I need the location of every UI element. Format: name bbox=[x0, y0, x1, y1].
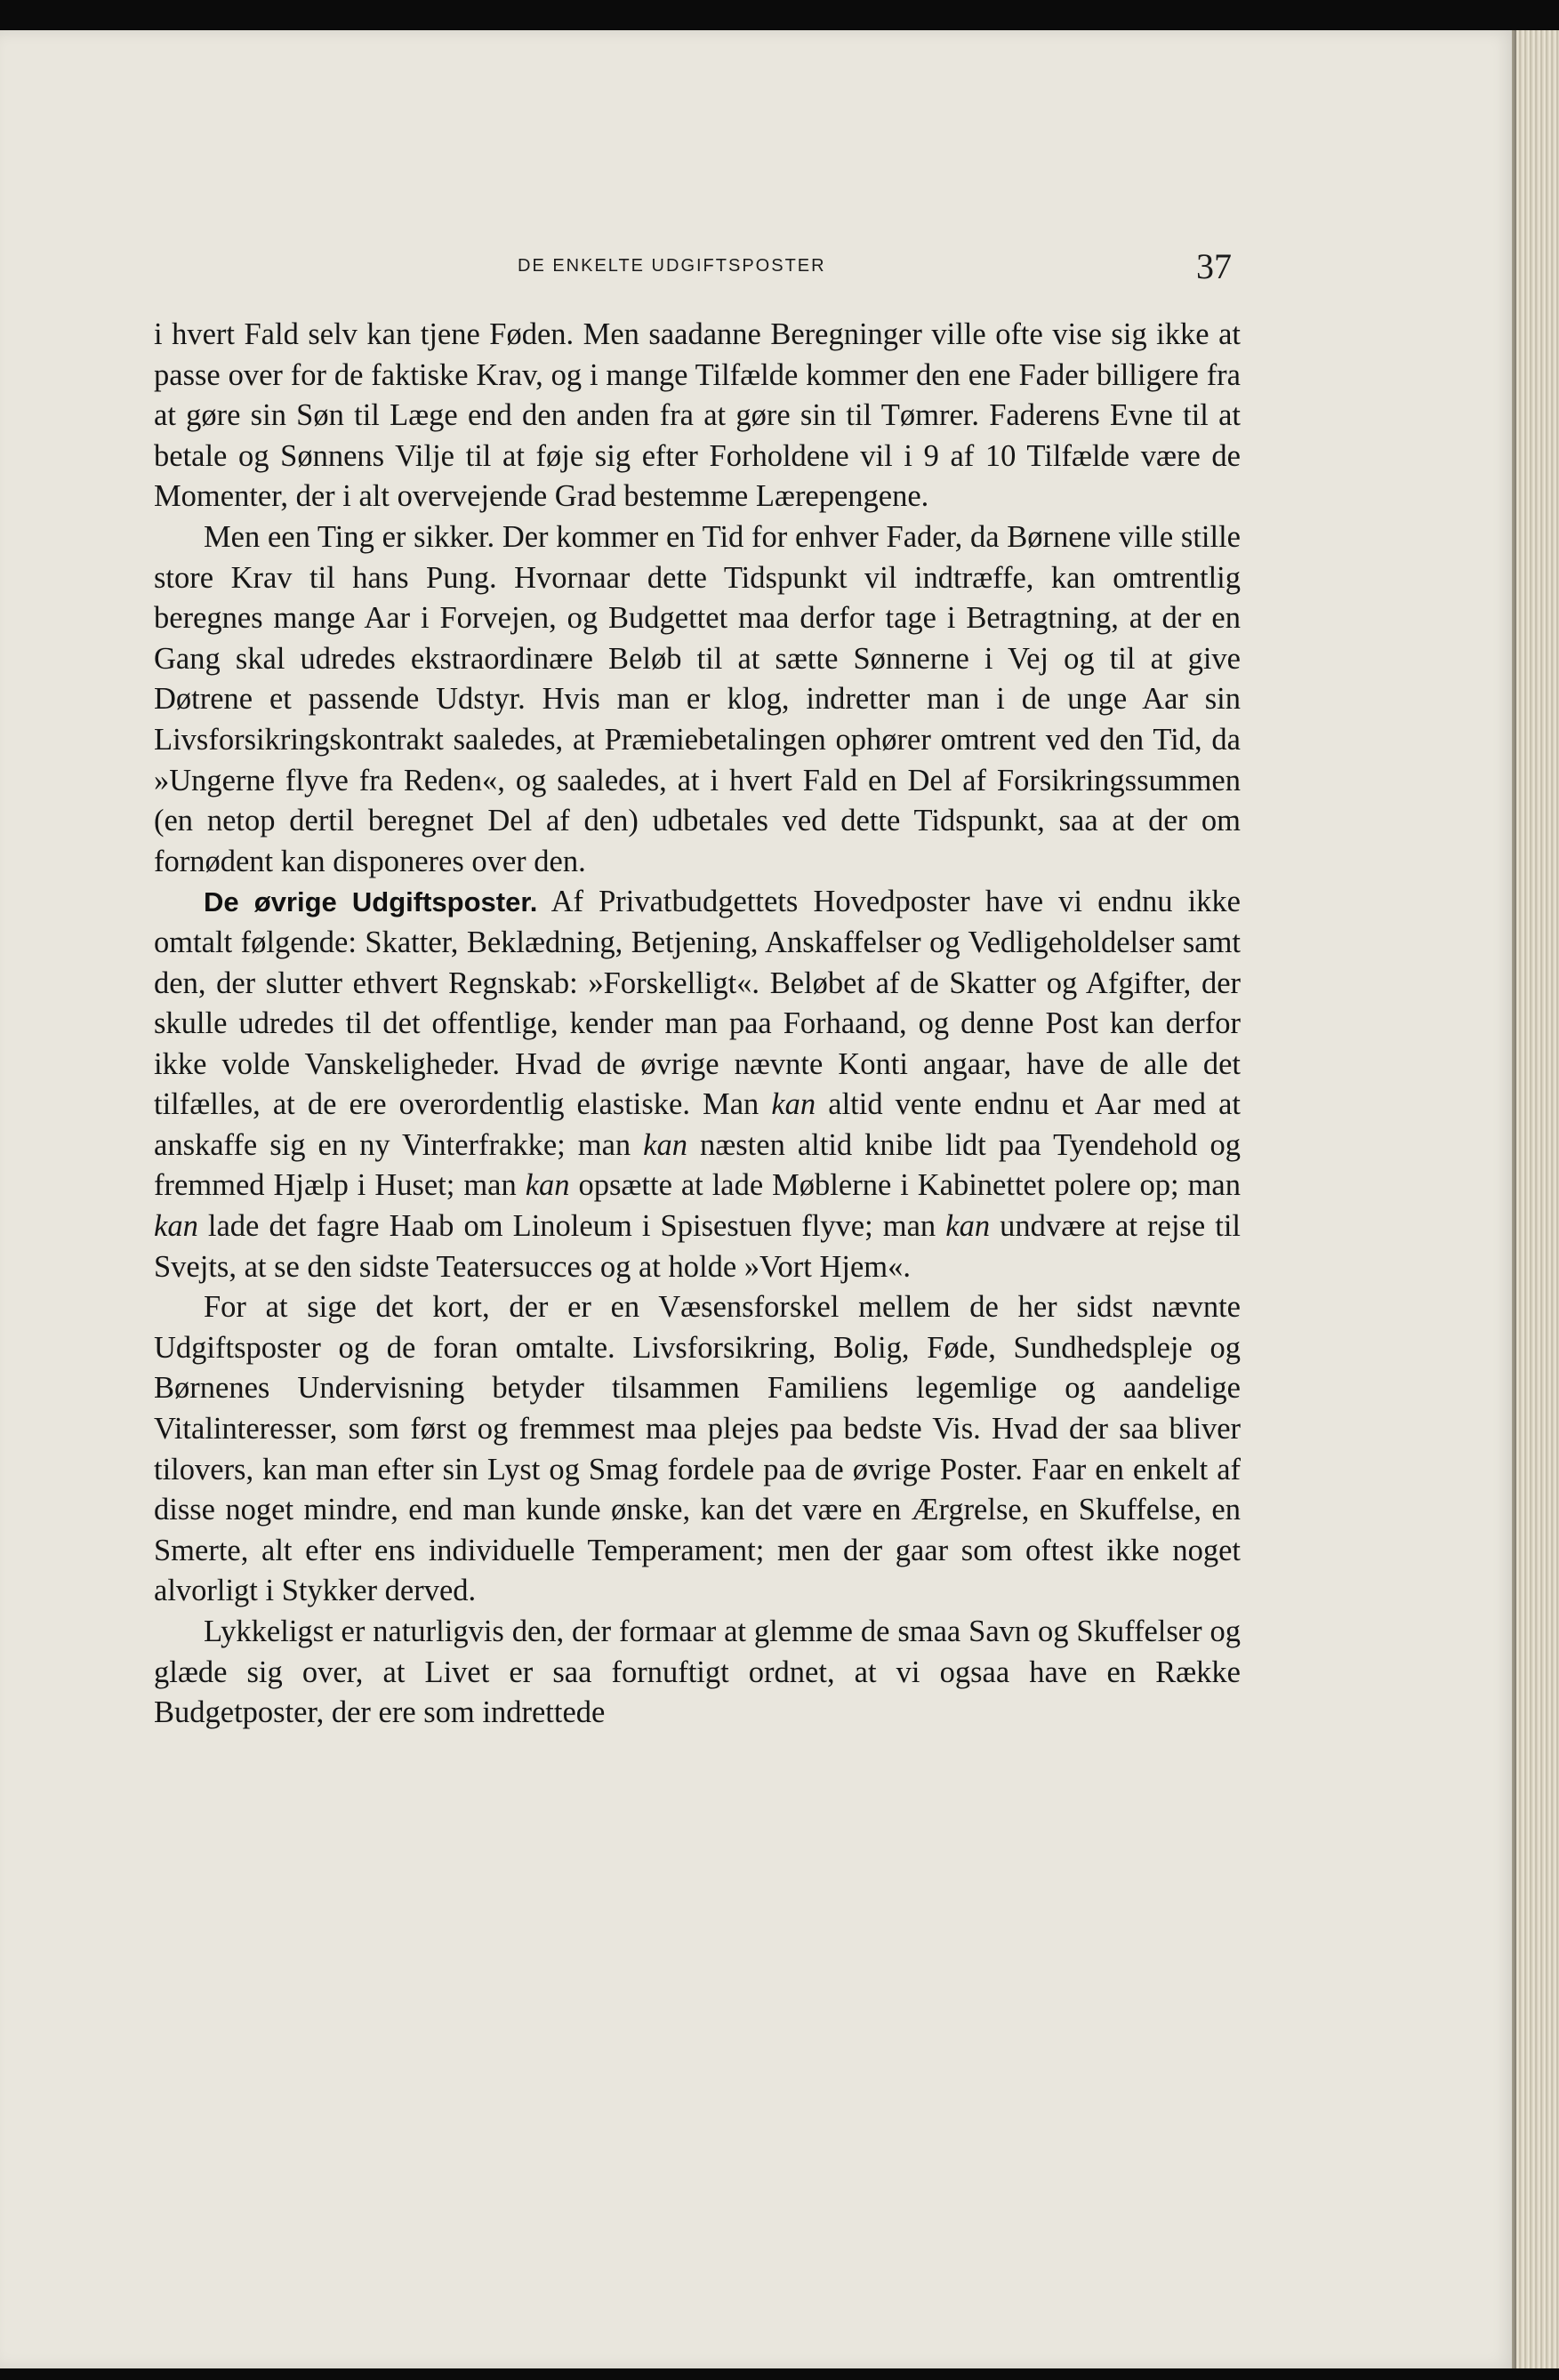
paragraph-3-text-4: opsætte at lade Møblerne i Kabinettet polere op; man bbox=[569, 1168, 1241, 1203]
emphasis-kan-5: kan bbox=[945, 1209, 991, 1244]
paragraph-3-text-3: næsten altid knibe lidt paa Tyendehold og fremmed Hjælp i Huset; man bbox=[154, 1127, 1242, 1203]
section-heading: De øvrige Udgiftsposter. bbox=[204, 886, 538, 918]
page-header bbox=[156, 246, 1250, 286]
paragraph-5: Lykkeligst er naturligvis den, der formaar at glemme de smaa Savn og Skuffelser og glæde sig over, at Livet er saa fornuftigt ordnet, at vi ogsaa have en Række Budgetposter, der ere som indrettede bbox=[154, 1615, 1241, 1730]
page-number: 37 bbox=[1196, 246, 1232, 286]
paragraph-1: i hvert Fald selv kan tjene Føden. Men saadanne Beregninger ville ofte vise sig ikke at passe over for de faktiske Krav, og i mange Tilfælde kommer den ene Fader billigere fra at gøre sin Søn til Læge end den anden fra at gøre sin til Tømrer. Faderens Evne til at betale og Sønnens Vilje til at føje sig efter Forholdene vil i 9 af 10 Tilfælde være de Momenter, der i alt overvejende Grad bestemme Lærepengene. bbox=[154, 317, 1241, 514]
paragraph-3 bbox=[154, 882, 1241, 1287]
paragraph-3-text-1: Af Privatbudgettets Hovedposter have vi endnu ikke omtalt følgende: Skatter, Beklædning, Betjening, Anskaffelser og Vedligeholdelser samt den, der slutter ethvert Regnskab: »Forskelligt«. Beløbet af de Skatter og Afgifter, der skulle udredes til det offentlige, kender man paa Forhaand, og denne Post kan derfor ikke volde Vanskeligheder. Hvad de øvrige nævnte Konti angaar, have de alle det tilfælles, at de ere overordentlig elastiske. Man bbox=[154, 885, 1241, 1122]
paragraph-2: Men een Ting er sikker. Der kommer en Tid for enhver Fader, da Børnene ville stille store Krav til hans Pung. Hvornaar dette Tidspunkt vil indtræffe, kan omtrentlig beregnes mange Aar i Forvejen, og Budgettet maa derfor tage i Betragtning, at der en Gang skal udredes ekstraordinære Beløb til at sætte Sønnerne i Vej og til at give Døtrene et passende Udstyr. Hvis man er klog, indretter man i de unge Aar sin Livsforsikringskontrakt saaledes, at Præmiebetalingen ophører omtrent ved den Tid, da »Ungerne flyve fra Reden«, og saaledes, at i hvert Fald en Del af Forsikringssummen (en netop dertil beregnet Del af den) udbetales ved dette Tidspunkt, saa at der om fornødent kan disponeres over den. bbox=[154, 519, 1241, 878]
paragraph-4: For at sige det kort, der er en Væsensforskel mellem de her sidst nævnte Udgiftsposter og de foran omtalte. Livsforsikring, Bolig, Føde, Sundhedspleje og Børnenes Undervisning betyder tilsammen Familiens legemlige og aandelige Vitalinteresser, som først og fremmest maa plejes paa bedste Vis. Hvad der saa bliver tilovers, kan man efter sin Lyst og Smag fordele paa de øvrige Poster. Faar en enkelt af disse noget mindre, end man kunde ønske, kan det være en Ærgrelse, en Skuffelse, en Smerte, alt efter ens individuelle Temperament; men der gaar som oftest ikke noget alvorligt i Stykker derved. bbox=[154, 1290, 1241, 1608]
emphasis-kan-4: kan bbox=[154, 1209, 198, 1244]
emphasis-kan-2: kan bbox=[643, 1127, 687, 1162]
body-text bbox=[154, 315, 1241, 1734]
emphasis-kan-1: kan bbox=[771, 1087, 816, 1122]
paragraph-3-text-2: altid vente endnu et Aar med at anskaffe sig en ny Vinterfrakke; man bbox=[154, 1087, 1241, 1162]
emphasis-kan-3: kan bbox=[525, 1168, 570, 1203]
paragraph-3-text-5: lade det fagre Haab om Linoleum i Spisestuen flyve; man bbox=[197, 1209, 946, 1244]
paragraph-3-text-6: undvære at rejse til Svejts, at se den sidste Teatersucces og at holde »Vort Hjem«. bbox=[154, 1209, 1241, 1284]
book-page-edges bbox=[1516, 30, 1559, 2368]
book-page bbox=[0, 30, 1516, 2368]
running-title: DE ENKELTE UDGIFTSPOSTER bbox=[518, 256, 826, 276]
